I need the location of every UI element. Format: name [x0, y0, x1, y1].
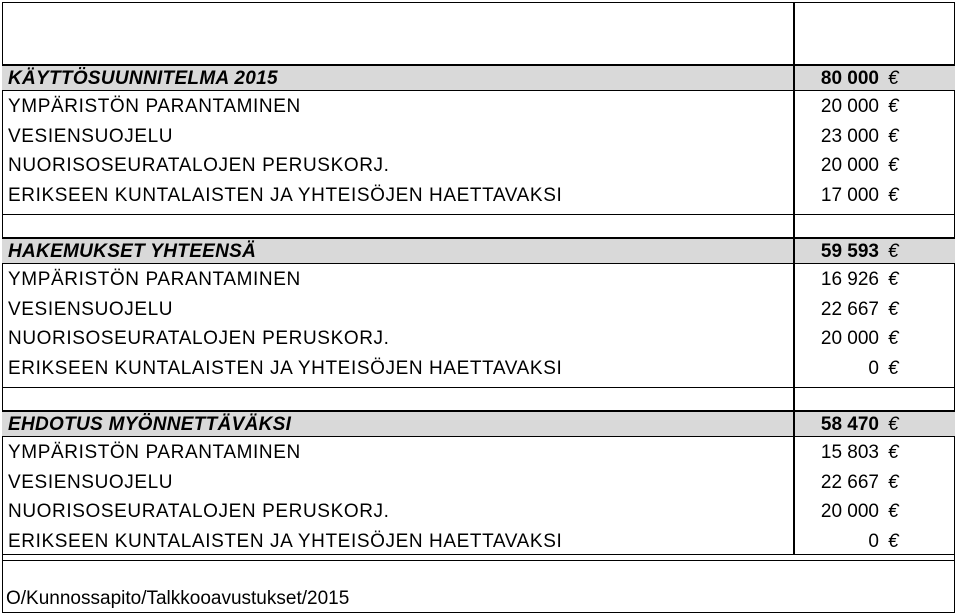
table-row-amount: 17 000 [820, 184, 879, 206]
section-header [2, 64, 955, 91]
table-row [2, 470, 955, 500]
spacer-row [2, 387, 955, 407]
euro-icon: € [888, 125, 899, 147]
table-row-amount: 20 000 [820, 328, 879, 349]
table-row-label: NUORISOSEURATALOJEN PERUSKORJ. [8, 328, 390, 349]
euro-icon: € [888, 241, 899, 262]
euro-icon: € [888, 530, 899, 552]
section-header-amount: 59 593 [820, 241, 879, 262]
table-row [2, 267, 955, 297]
section-header [2, 410, 955, 437]
section-header-label: KÄYTTÖSUUNNITELMA 2015 [8, 68, 278, 89]
euro-icon: € [888, 298, 899, 320]
column-divider [793, 2, 795, 554]
table-row-amount: 23 000 [820, 125, 879, 147]
table-row-label: ERIKSEEN KUNTALAISTEN JA YHTEISÖJEN HAETTAVAKSI [8, 184, 563, 206]
table-row-amount: 22 667 [820, 298, 879, 320]
table-row-label: YMPÄRISTÖN PARANTAMINEN [8, 442, 301, 463]
euro-icon: € [888, 184, 899, 206]
euro-icon: € [888, 414, 899, 435]
section-header-amount: 58 470 [820, 414, 879, 435]
euro-icon: € [888, 96, 899, 117]
footer-path: O/Kunnossapito/Talkkooavustukset/2015 [6, 588, 350, 609]
table-row-label: VESIENSUOJELU [8, 471, 174, 493]
table-row-label: ERIKSEEN KUNTALAISTEN JA YHTEISÖJEN HAETTAVAKSI [8, 530, 563, 552]
table-row-amount: 20 000 [820, 155, 879, 176]
table-row-label: YMPÄRISTÖN PARANTAMINEN [8, 269, 301, 290]
table-row [2, 440, 955, 470]
euro-icon: € [888, 357, 899, 379]
spacer-row [2, 214, 955, 234]
euro-icon: € [888, 501, 899, 522]
section-header-label: HAKEMUKSET YHTEENSÄ [8, 241, 257, 262]
table-row [2, 297, 955, 327]
section-header-label: EHDOTUS MYÖNNETTÄVÄKSI [8, 414, 292, 435]
table-row-amount: 20 000 [820, 96, 879, 117]
table-row-amount: 20 000 [820, 501, 879, 522]
table-row-label: NUORISOSEURATALOJEN PERUSKORJ. [8, 155, 390, 176]
table-row [2, 153, 955, 183]
euro-icon: € [888, 328, 899, 349]
table-row [2, 326, 955, 356]
table-row [2, 183, 955, 213]
table-row-amount: 0 [868, 357, 879, 379]
euro-icon: € [888, 471, 899, 493]
section-header [2, 237, 955, 264]
section-header-amount: 80 000 [820, 68, 879, 89]
table-row [2, 94, 955, 124]
table-row-amount: 15 803 [820, 442, 879, 463]
euro-icon: € [888, 269, 899, 290]
table-row-amount: 0 [868, 530, 879, 552]
table-row-label: VESIENSUOJELU [8, 298, 174, 320]
euro-icon: € [888, 155, 899, 176]
euro-icon: € [888, 442, 899, 463]
table-row-label: NUORISOSEURATALOJEN PERUSKORJ. [8, 501, 390, 522]
table-row [2, 124, 955, 154]
table-row-label: YMPÄRISTÖN PARANTAMINEN [8, 96, 301, 117]
table-row-amount: 22 667 [820, 471, 879, 493]
table-row-label: ERIKSEEN KUNTALAISTEN JA YHTEISÖJEN HAETTAVAKSI [8, 357, 563, 379]
table-row-label: VESIENSUOJELU [8, 125, 174, 147]
table-row [2, 499, 955, 529]
table-row [2, 356, 955, 386]
euro-icon: € [888, 68, 899, 89]
table-row-amount: 16 926 [820, 269, 879, 290]
